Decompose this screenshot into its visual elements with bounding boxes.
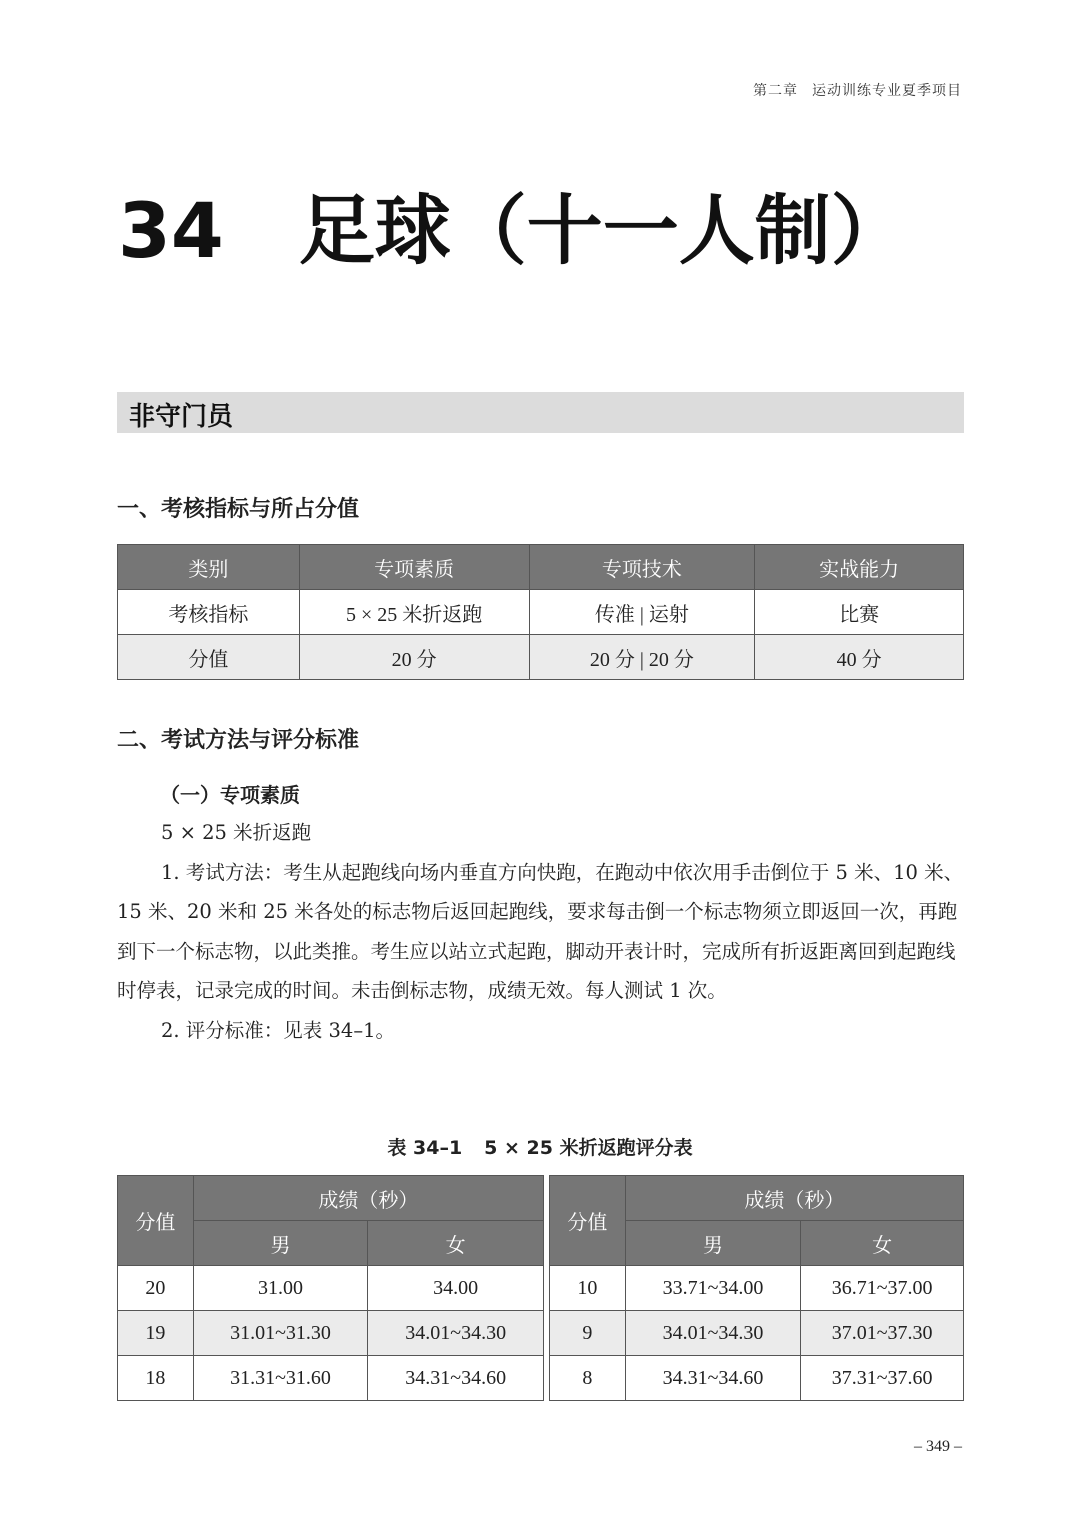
header-cell: 专项素质: [299, 545, 529, 590]
table-cell: 18: [118, 1356, 194, 1401]
table-cell: 34.31~34.60: [368, 1356, 544, 1401]
table-cell: 31.01~31.30: [193, 1311, 368, 1356]
female-header: 女: [801, 1221, 964, 1266]
assessment-table: [117, 544, 964, 680]
table-cell: 33.71~34.00: [625, 1266, 801, 1311]
table-header-row: [118, 545, 964, 590]
caption-number: 表 34–1: [387, 1137, 463, 1159]
table-cell: 20: [118, 1266, 194, 1311]
table-header-row: [118, 1176, 544, 1221]
table-cell: 19: [118, 1311, 194, 1356]
section-bar: [117, 392, 964, 433]
female-header: 女: [368, 1221, 544, 1266]
running-header: [739, 80, 962, 100]
score-header: 分值: [550, 1176, 626, 1266]
table-cell: 34.31~34.60: [625, 1356, 801, 1401]
table-cell: 8: [550, 1356, 626, 1401]
title-text: 足球（十一人制）: [298, 186, 907, 275]
subheading: （一）专项素质: [160, 783, 300, 807]
page-title: [118, 170, 907, 279]
table-row: [118, 590, 964, 635]
section-label: 非守门员: [129, 402, 234, 432]
table-cell: 37.01~37.30: [801, 1311, 964, 1356]
page-number: – 349 –: [914, 1438, 962, 1455]
method-paragraph: 1. 考试方法：考生从起跑线向场内垂直方向快跑，在跑动中依次用手击倒位于 5 米、10 米、15 米、20 米和 25 米各处的标志物后返回起跑线，要求每击倒一个标志物须立即返回一次，再跑到下一个标志物，以此类推。考生应以站立式起跑，脚动开表计时，完成所有折返距离回到起跑线时停表，记录完成的时间。未击倒标志物，成绩无效。每人测试 1 次。: [117, 860, 964, 1002]
chapter-number: 第二章: [753, 83, 798, 99]
score-table-right: [549, 1175, 964, 1401]
table-cell: 20 分: [299, 635, 529, 680]
score-table-left: [117, 1175, 544, 1401]
table-cell: 37.31~37.60: [801, 1356, 964, 1401]
table-cell: 10: [550, 1266, 626, 1311]
heading-assessment: 一、考核指标与所占分值: [117, 496, 360, 522]
table-row: [118, 1311, 544, 1356]
table-cell: 31.31~31.60: [193, 1356, 368, 1401]
table-cell: 34.00: [368, 1266, 544, 1311]
table-cell: 40 分: [755, 635, 964, 680]
title-number: 34: [118, 186, 224, 275]
table-cell: 34.01~34.30: [368, 1311, 544, 1356]
header-cell: 实战能力: [755, 545, 964, 590]
table-row: [118, 635, 964, 680]
result-header: 成绩（秒）: [193, 1176, 543, 1221]
male-header: 男: [193, 1221, 368, 1266]
table-cell: 34.01~34.30: [625, 1311, 801, 1356]
male-header: 男: [625, 1221, 801, 1266]
criteria-paragraph: 2. 评分标准：见表 34–1。: [161, 1018, 395, 1042]
score-header: 分值: [118, 1176, 194, 1266]
header-cell: 专项技术: [529, 545, 755, 590]
table-row: [550, 1266, 964, 1311]
item-title: 5 × 25 米折返跑: [161, 821, 312, 844]
table-caption: [0, 1133, 1080, 1160]
chapter-title: 运动训练专业夏季项目: [812, 83, 962, 99]
table-header-row: [550, 1176, 964, 1221]
table-cell: 考核指标: [118, 590, 300, 635]
result-header: 成绩（秒）: [625, 1176, 963, 1221]
header-cell: 类别: [118, 545, 300, 590]
table-row: [118, 1356, 544, 1401]
table-cell: 20 分 | 20 分: [529, 635, 755, 680]
table-cell: 传准 | 运射: [529, 590, 755, 635]
table-cell: 分值: [118, 635, 300, 680]
caption-text: 5 × 25 米折返跑评分表: [484, 1137, 693, 1159]
table-cell: 31.00: [193, 1266, 368, 1311]
table-cell: 36.71~37.00: [801, 1266, 964, 1311]
table-row: [550, 1311, 964, 1356]
table-cell: 5 × 25 米折返跑: [299, 590, 529, 635]
table-row: [550, 1356, 964, 1401]
table-row: [118, 1266, 544, 1311]
heading-methods: 二、考试方法与评分标准: [117, 727, 360, 753]
table-cell: 9: [550, 1311, 626, 1356]
table-cell: 比赛: [755, 590, 964, 635]
body-text: [117, 813, 964, 1050]
